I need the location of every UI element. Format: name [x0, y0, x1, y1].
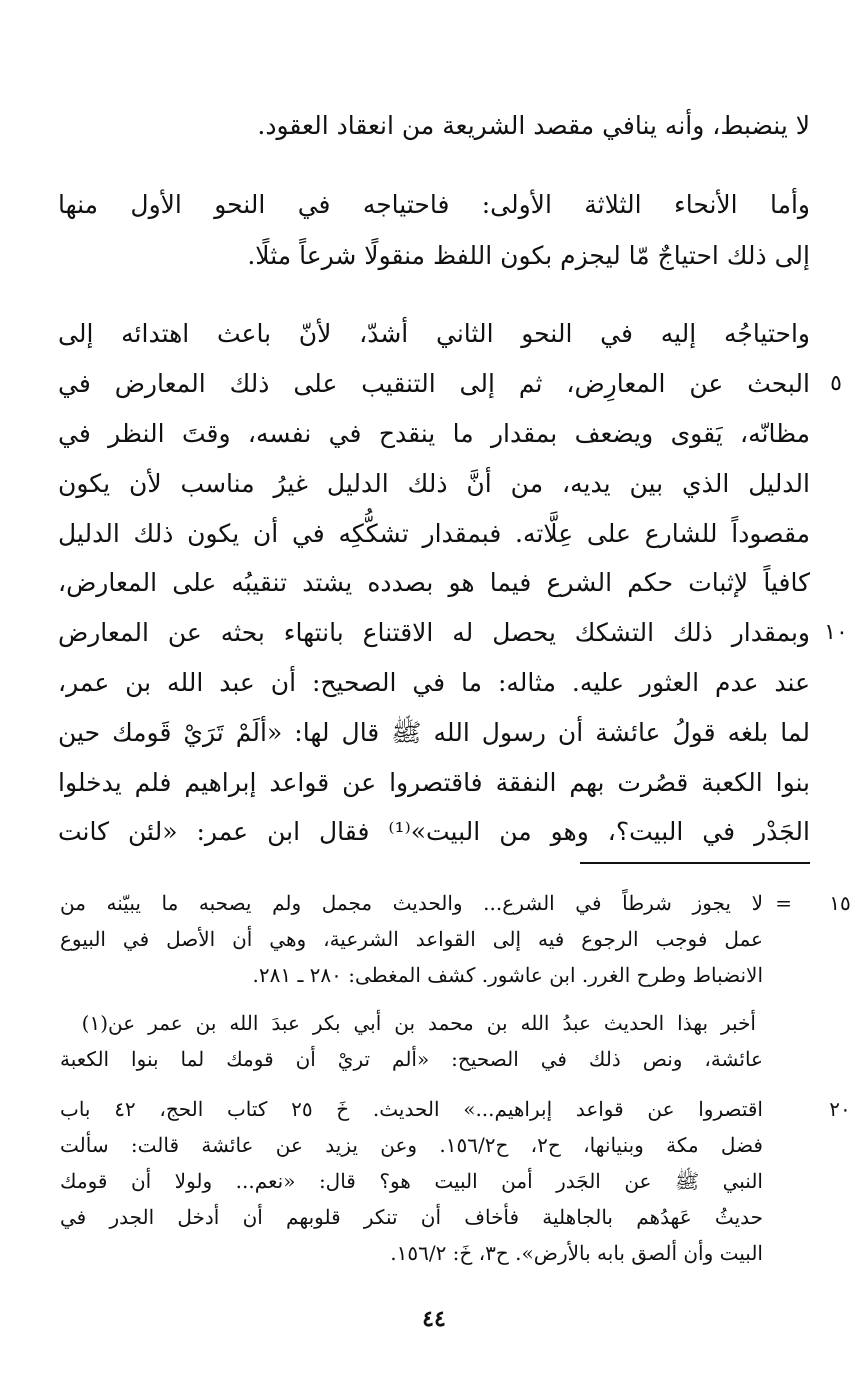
body-line: وبمقدار ذلك التشكك يحصل له الاقتناع بانتهاء بحثه عن المعارض: [58, 618, 810, 647]
body-line: الجَدْر في البيت؟، وهو من البيت»⁽¹⁾ فقال ابن عمر: «لئن كانت: [58, 817, 810, 846]
footnote-line: اقتصروا عن قواعد إبراهيم...» الحديث. خَ ٢٥ كتاب الحج، ٤٢ باب: [60, 1097, 763, 1121]
footnote-line: فضل مكة وبنيانها، ح٢، ح١٥٦/٢. وعن يزيد عن عائشة قالت: سألت: [60, 1133, 763, 1157]
footnote-line: حديثُ عَهدُهم بالجاهلية فأخاف أن تنكر قلوبهم أن أدخل الجدر في: [60, 1205, 763, 1229]
body-line: مقصوداً للشارع على عِلَّاته. فبمقدار تشكُّكِه في أن يكون ذلك الدليل: [58, 519, 810, 548]
body-line: واحتياجُه إليه في النحو الثاني أشدّ، لأنّ باعث اهتدائه إلى: [58, 319, 810, 348]
line-number-10: ١٠: [824, 620, 848, 645]
footnote-marker: (١): [81, 1011, 108, 1035]
page-number: ٤٤: [422, 1306, 446, 1332]
body-line: لما بلغه قولُ عائشة أن رسول الله ﷺ قال لها: «ألَمْ تَرَيْ قَومك حين: [58, 718, 810, 747]
footnote-line: عائشة، ونص ذلك في الصحيح: «ألم تريْ أن قومك لما بنوا الكعبة: [60, 1047, 763, 1071]
footnote-line: لا يجوز شرطاً في الشرع... والحديث مجمل ولم يصحبه ما يبيّنه من: [60, 891, 763, 915]
body-line: عند عدم العثور عليه. مثاله: ما في الصحيح: أن عبد الله بن عمر،: [58, 668, 810, 697]
line-number-15: ١٥: [829, 891, 851, 915]
footnote-line: أخبر بهذا الحديث عبدُ الله بن محمد بن أبي بكر عبدَ الله بن عمر عن: [108, 1011, 756, 1035]
line-number-5: ٥: [830, 371, 842, 396]
footnote-line: البيت وأن ألصق بابه بالأرض». ح٣، خَ: ١٥٦/٢.: [390, 1241, 763, 1265]
footnote-line: عمل فوجب الرجوع فيه إلى القواعد الشرعية، وهي أن الأصل في البيوع: [60, 927, 763, 951]
body-line: بنوا الكعبة قصُرت بهم النفقة فاقتصروا عن قواعد إبراهيم فلم يدخلوا: [58, 768, 810, 797]
footnote-line: النبي ﷺ عن الجَدر أمن البيت هو؟ قال: «نعم... ولولا أن قومك: [60, 1169, 763, 1193]
body-line: لا ينضبط، وأنه ينافي مقصد الشريعة من انعقاد العقود.: [257, 111, 810, 140]
body-line: وأما الأنحاء الثلاثة الأولى: فاحتياجه في النحو الأول منها: [58, 190, 810, 219]
body-line: مظانّه، يَقوى ويضعف بمقدار ما ينقدح في نفسه، وقتَ النظر في: [58, 419, 810, 448]
body-line: إلى ذلك احتياجٌ مّا ليجزم بكون اللفظ منقولًا شرعاً مثلًا.: [247, 241, 810, 270]
footnote-separator: [580, 862, 810, 864]
line-number-20: ٢٠: [829, 1097, 851, 1121]
body-line: البحث عن المعارِض، ثم إلى التنقيب على ذلك المعارض في: [58, 369, 810, 398]
body-line: الدليل الذي بين يديه، من أنَّ ذلك الدليل غيرُ مناسب لأن يكون: [58, 469, 810, 498]
footnote-line: الانضباط وطرح الغرر. ابن عاشور. كشف المغطى: ٢٨٠ ـ ٢٨١.: [252, 963, 763, 987]
body-line: كافياً لإثبات حكم الشرع فيما هو بصدده يشتد تنقيبُه على المعارض،: [58, 568, 810, 597]
footnote-continuation-mark: =: [775, 891, 792, 915]
